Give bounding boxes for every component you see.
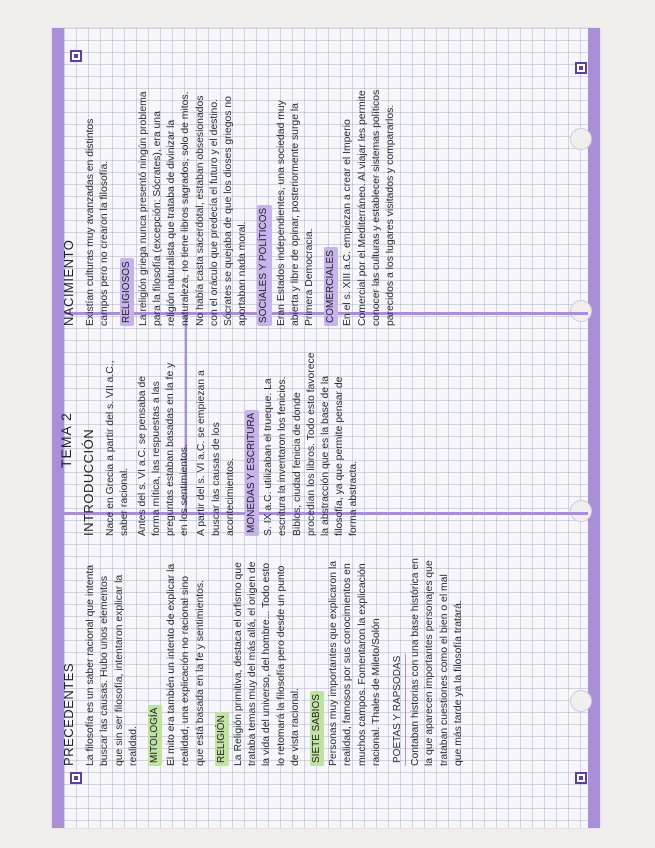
sociales-text: Eran Estados independientes, una sociedad muy abierta y libre de opinar, posteriormente surge la Primera Democracia.	[275, 100, 316, 326]
religion-text: La Religión primitiva, destaca el orfismo que trataba temas muy del más allá, el origen de la vida del universo, del hombre... Todo esto lo retomará la filosofía pero desde un punto de vista racional.	[233, 561, 301, 766]
mitologia-text: El mito era también un intento de explicar la realidad, una explicación no racional sino que está basada en la fe y sentimientos.	[166, 563, 206, 766]
introduccion-p1: Nace en Grecia a partir del s. VII a.C., saber racional.	[105, 360, 131, 536]
religiosos-title: RELIGIOSOS	[120, 258, 134, 326]
comerciales-title: COMERCIALES	[324, 247, 338, 326]
monedas-text: S. IX a.C. utilizaban el trueque. La escritura la inventaron los fenicios. Biblos, ciudad fenicia de donde procedían los libros. Todo esto favorece la abstracción que es la base de la filosofía, ya que permite pensar de forma abstracta.	[263, 352, 360, 536]
introduccion-p2: Antes del s. VI a.C. se pensaba de forma mítica, las respuestas a las preguntas estaban basadas en la fe y en los sentimientos.	[136, 362, 191, 536]
precedentes-column	[62, 556, 469, 766]
nacimiento-title: NACIMIENTO	[61, 239, 76, 326]
mitologia-title: MITOLOGÍA	[148, 705, 162, 766]
precedentes-intro: La filosofía es un saber racional que intenta buscar las causas. Hubo unos elementos que sin ser filosofía, intentaron explicar la realidad.	[85, 564, 139, 766]
religion-title: RELIGIÓN	[215, 712, 229, 766]
nacimiento-intro: Existían culturas muy avanzadas en distintos campos pero no crearon la filosofía.	[85, 118, 111, 326]
siete-sabios-title: SIETE SABIOS	[310, 691, 324, 766]
religiosos-text: La religión griega nunca presentó ningún problema para la filosofía (excepción: Sócrates), era una religión naturalista que trataba de divinizar la naturaleza, no tiene libros sagrados, solo de mitos. No había casta sacerdotal, estaban obsesionados con el oráculo que predecía el futuro y el destino. Sócrates se quejaba de que los dioses griegos no aportaban nada moral.	[137, 91, 249, 326]
nacimiento-column	[62, 86, 401, 326]
siete-sabios-text: Personas muy importantes que explicaron la realidad, famosos por sus conocimientos en muchos campos. Fomentaron la explicación racional. Thales de Mileto/Solón	[328, 560, 382, 766]
monedas-title: MONEDAS Y ESCRITURA	[245, 410, 259, 536]
introduccion-title: INTRODUCCIÓN	[81, 428, 96, 536]
poetas-title: POETAS Y RAPSODAS	[391, 653, 406, 766]
comerciales-text: En el s. XIII a.C. empiezan a crear el Imperio Comercial por el Mediterráneo. Al viajar les permite conocer las culturas y establecer sistemas políticos parecidos a los lugares visitados y compararlos.	[342, 89, 397, 326]
sociales-title: SOCIALES Y POLÍTICOS	[257, 205, 271, 326]
poetas-text: Contaban historias con una base histórica en la que aparecen importantes personajes que trataban cuestiones como el bien o el mal que más tarde ya la filosofía tratará.	[410, 558, 464, 766]
introduccion-column	[82, 350, 365, 536]
introduccion-p3: A partir del s. VI a.C. se empiezan a buscar las causas de los acontecimientos.	[196, 370, 236, 536]
page-title: TEMA 2	[58, 412, 74, 468]
rotated-notes	[52, 28, 600, 828]
precedentes-title: PRECEDENTES	[61, 662, 76, 766]
